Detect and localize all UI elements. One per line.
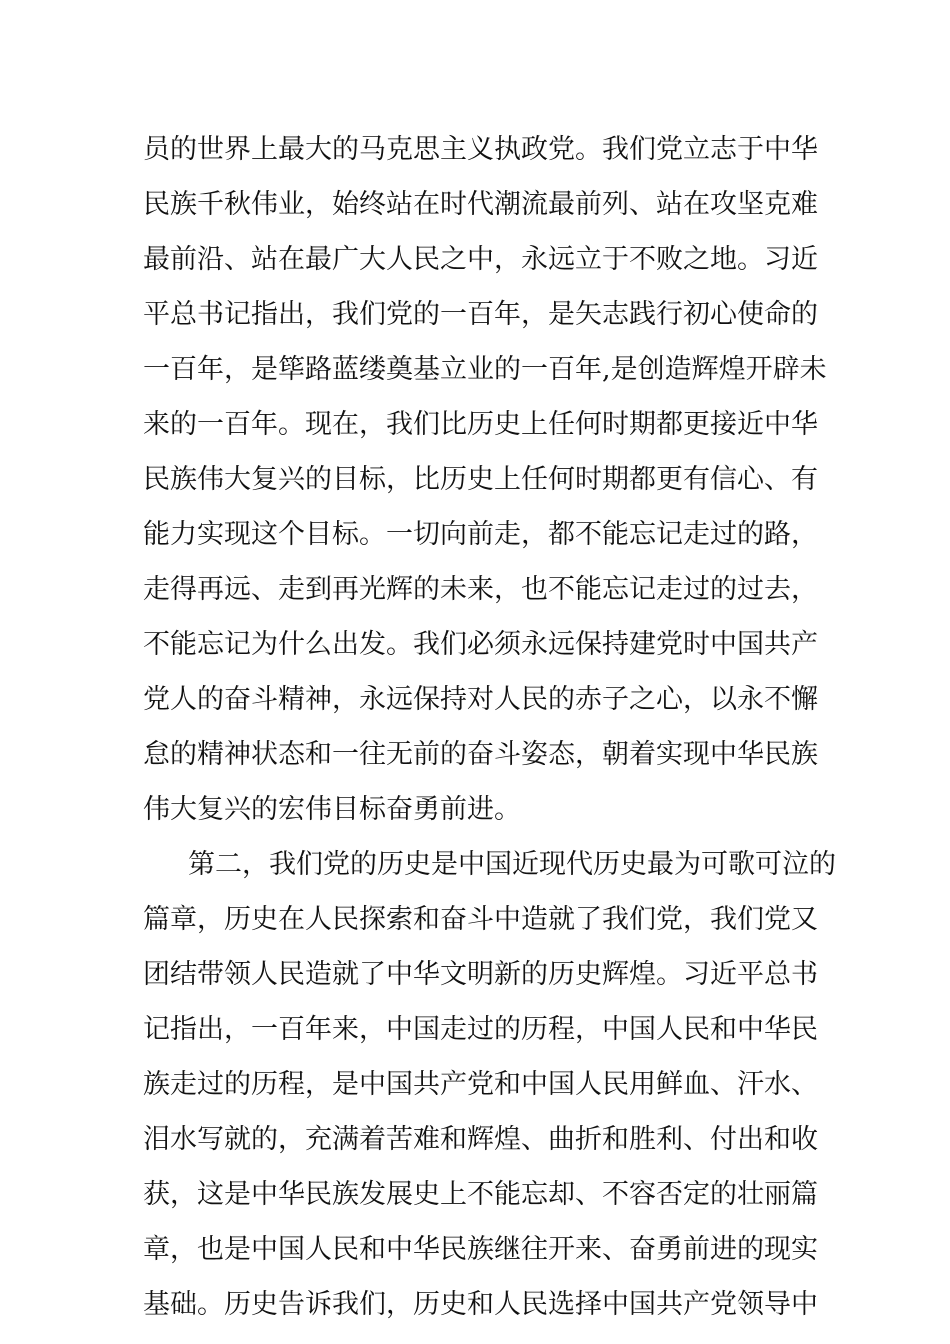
- paragraph-start-line: 第二，我们党的历史是中国近现代历史最为可歌可泣的: [188, 849, 836, 880]
- text-line: 泪水写就的，充满着苦难和辉煌、曲折和胜利、付出和收: [143, 1124, 818, 1155]
- text-line: 章，也是中国人民和中华民族继往开来、奋勇前进的现实: [143, 1234, 818, 1265]
- body-text: [143, 122, 836, 1332]
- text-line: 党人的奋斗精神，永远保持对人民的赤子之心，以永不懈: [143, 684, 818, 715]
- text-line: 来的一百年。现在，我们比历史上任何时期都更接近中华: [143, 409, 818, 440]
- text-line: 不能忘记为什么出发。我们必须永远保持建党时中国共产: [143, 629, 818, 660]
- text-line: 族走过的历程，是中国共产党和中国人民用鲜血、汗水、: [143, 1069, 818, 1100]
- text-line: 记指出，一百年来，中国走过的历程，中国人民和中华民: [143, 1014, 818, 1045]
- text-line: 走得再远、走到再光辉的未来，也不能忘记走过的过去，: [143, 574, 818, 605]
- text-line: 民族伟大复兴的目标，比历史上任何时期都更有信心、有: [143, 464, 818, 495]
- text-line: 民族千秋伟业，始终站在时代潮流最前列、站在攻坚克难: [143, 189, 818, 220]
- text-line: 能力实现这个目标。一切向前走，都不能忘记走过的路，: [143, 519, 818, 550]
- text-line: 团结带领人民造就了中华文明新的历史辉煌。习近平总书: [143, 959, 818, 990]
- text-line: 怠的精神状态和一往无前的奋斗姿态，朝着实现中华民族: [143, 739, 818, 770]
- text-line: 员的世界上最大的马克思主义执政党。我们党立志于中华: [143, 134, 818, 165]
- text-line: 篇章，历史在人民探索和奋斗中造就了我们党，我们党又: [143, 904, 818, 935]
- text-line: 获，这是中华民族发展史上不能忘却、不容否定的壮丽篇: [143, 1179, 818, 1210]
- text-line: 基础。历史告诉我们，历史和人民选择中国共产党领导中: [143, 1289, 818, 1320]
- text-line: 一百年，是筚路蓝缕奠基立业的一百年,是创造辉煌开辟未: [143, 354, 827, 385]
- text-line: 平总书记指出，我们党的一百年，是矢志践行初心使命的: [143, 299, 818, 330]
- text-line: 最前沿、站在最广大人民之中，永远立于不败之地。习近: [143, 244, 818, 275]
- text-line: 伟大复兴的宏伟目标奋勇前进。: [143, 794, 521, 825]
